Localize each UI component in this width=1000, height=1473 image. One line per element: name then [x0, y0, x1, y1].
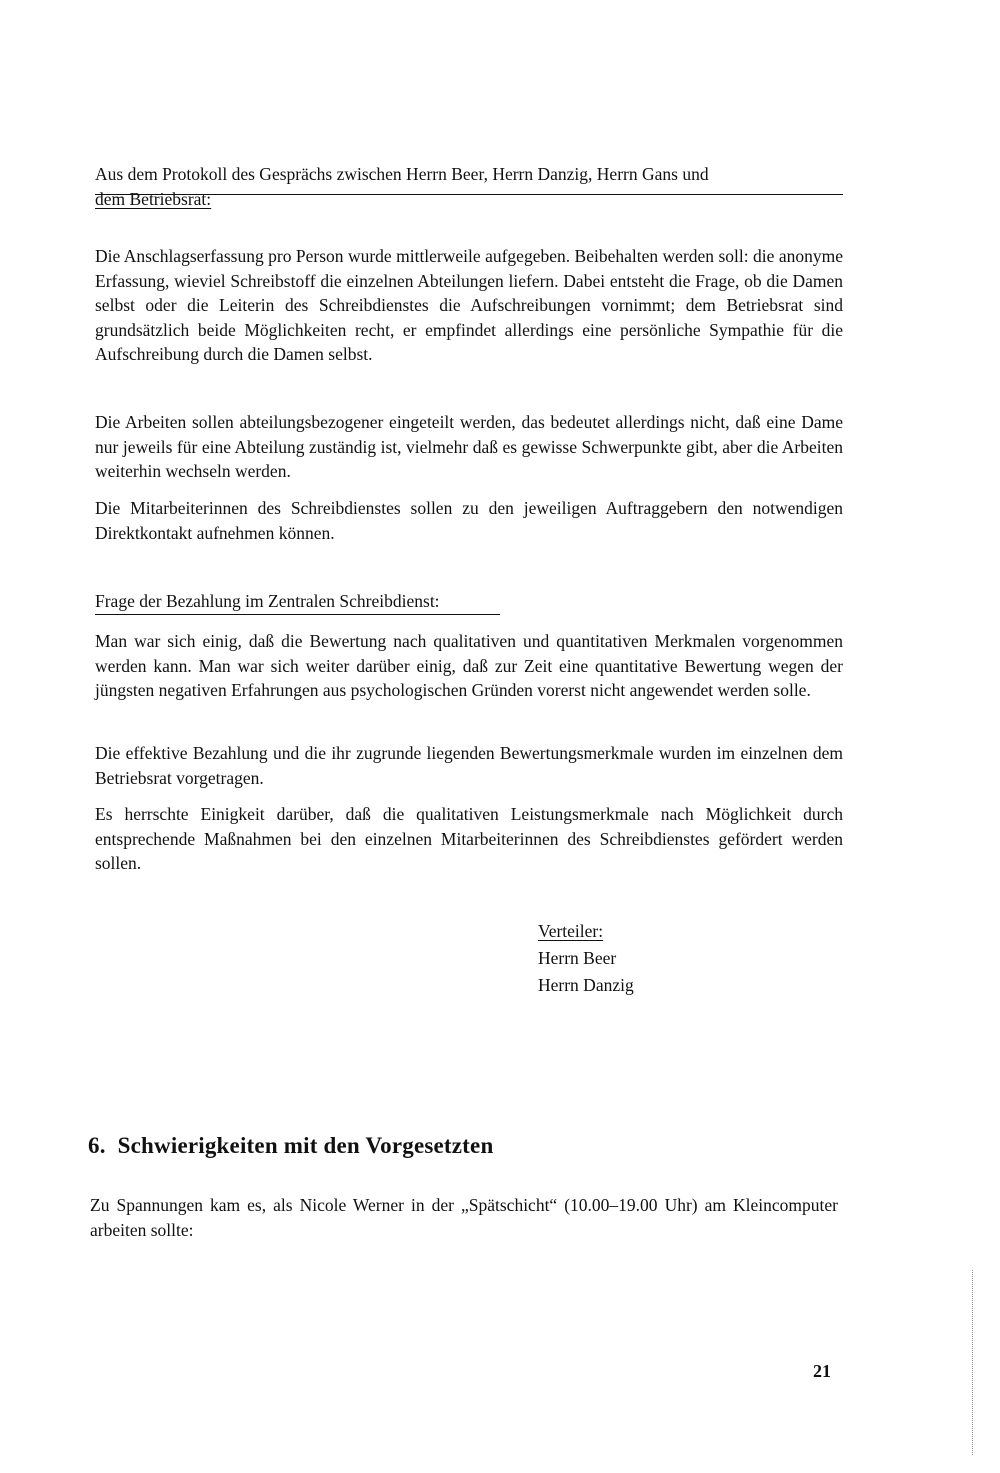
- scan-edge-mark: [972, 1270, 973, 1455]
- chapter-title: Schwierigkeiten mit den Vorgesetzten: [117, 1133, 494, 1158]
- chapter-heading: [88, 1133, 493, 1159]
- protocol-paragraph-2: Die Arbeiten sollen abteilungsbezogener eingeteilt werden, das bedeutet allerdings nicht, daß eine Dame nur jeweils für eine Abteilung zuständig ist, vielmehr daß es gewisse Schwerpunkte gibt, aber die Arbeiten weiterhin wechseln werden.: [95, 412, 843, 481]
- payment-title: Frage der Bezahlung im Zentralen Schreibdienst:: [95, 591, 440, 611]
- protocol-paragraph-3: Die Mitarbeiterinnen des Schreibdienstes sollen zu den jeweiligen Auftraggebern den notwendigen Direktkontakt aufnehmen können.: [95, 498, 843, 543]
- protocol-paragraph-1: Die Anschlagserfassung pro Person wurde mittlerweile aufgegeben. Beibehalten werden soll: die anonyme Erfassung, wieviel Schreibstoff die einzelnen Abteilungen liefern. Dabei entsteht die Frage, ob die Damen selbst oder die Leiterin des Schreibdienstes die Aufschreibungen vornimmt; dem Betriebsrat sind grundsätzlich beide Möglichkeiten recht, er empfindet allerdings eine persönliche Sympathie für die Aufschreibung durch die Damen selbst.: [95, 246, 843, 364]
- payment-paragraph-2: Die effektive Bezahlung und die ihr zugrunde liegenden Bewertungsmerkmale wurden im einzelnen dem Betriebsrat vorgetragen.: [95, 743, 843, 788]
- protocol-title-line2: dem Betriebsrat:: [95, 188, 212, 209]
- page-number: 21: [813, 1361, 831, 1381]
- payment-paragraph-1: Man war sich einig, daß die Bewertung nach qualitativen und quantitativen Merkmalen vorgenommen werden kann. Man war sich weiter darüber einig, daß zur Zeit eine quantitative Bewertung wegen der jüngsten negativen Erfahrungen aus psychologischen Gründen vorerst nicht angewendet werden solle.: [95, 631, 843, 700]
- payment-title-rule: [95, 614, 500, 615]
- protocol-title: [95, 162, 843, 211]
- distribution-recipient: Herrn Beer: [538, 948, 617, 968]
- protocol-title-line1: Aus dem Protokoll des Gesprächs zwischen Herrn Beer, Herrn Danzig, Herrn Gans und: [95, 164, 709, 184]
- distribution-list: [538, 918, 634, 999]
- protocol-title-rule: [95, 194, 843, 195]
- chapter-paragraph: Zu Spannungen kam es, als Nicole Werner in der „Spätschicht“ (10.00–19.00 Uhr) am Kleincomputer arbeiten sollte:: [90, 1195, 838, 1240]
- payment-paragraph-3: Es herrschte Einigkeit darüber, daß die qualitativen Leistungsmerkmale nach Möglichkeit durch entsprechende Maßnahmen bei den einzelnen Mitarbeiterinnen des Schreibdienstes gefördert werden sollen.: [95, 804, 843, 873]
- distribution-recipient: Herrn Danzig: [538, 975, 634, 995]
- chapter-number: 6.: [88, 1133, 106, 1158]
- distribution-label: Verteiler:: [538, 921, 604, 941]
